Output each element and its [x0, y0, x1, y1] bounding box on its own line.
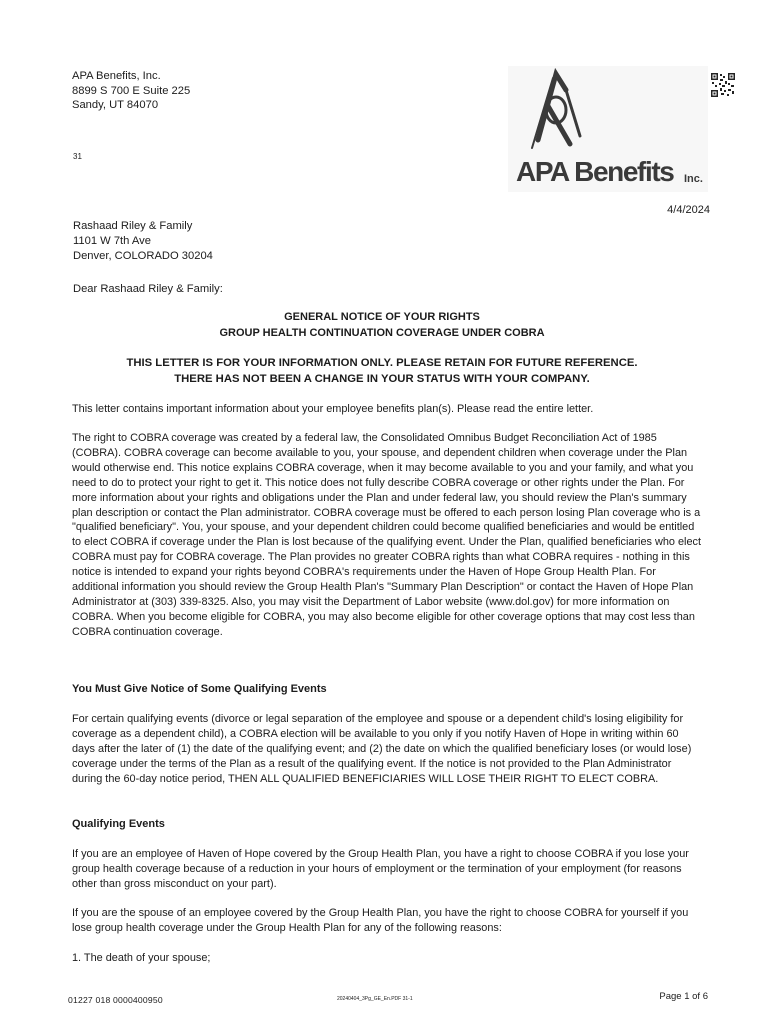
title-line-1: GENERAL NOTICE OF YOUR RIGHTS: [284, 311, 480, 323]
section-heading-qualifying-events: Qualifying Events: [72, 818, 165, 830]
logo-text: APA Benefits: [516, 156, 674, 187]
cobra-overview-paragraph: The right to COBRA coverage was created by a federal law, the Consolidated Omnibus Budget Reconciliation Act of 1985 (COBRA). COBRA coverage can become available to you, your spouse, and dependent children when coverage under the Plan would otherwise end. This notice explains COBRA coverage, when it may become available to you and your family, and what you need to do to protect your right to get it. This notice does not fully describe COBRA coverage or other rights under the Plan. For more information about your rights and obligations under the Plan and under federal law, you should review the Plan's summary plan description or contact the Plan administrator. COBRA coverage must be offered to each person losing Plan coverage who is a "qualified beneficiary". You, your spouse, and your dependent children could become qualified beneficiaries and would be entitled to elect COBRA if coverage under the Plan is lost because of the qualifying event. Under the Plan, qualified beneficiaries who elect COBRA must pay for COBRA coverage. The Plan provides no greater COBRA rights than what COBRA requires - nothing in this notice is intended to expand your rights beyond COBRA's requirements under the Haven of Hope Group Health Plan. For additional information you should review the Group Health Plan's "Summary Plan Description" or contact the Haven of Hope Plan Administrator at (303) 339-8325. Also, you may visit the Department of Labor website (www.dol.gov) for more information on COBRA. When you become eligible for COBRA, you may also become eligible for other coverage options that may cost less than COBRA continuation coverage.: [72, 432, 702, 638]
letter-date: 4/4/2024: [667, 204, 710, 216]
notice-line-2: THERE HAS NOT BEEN A CHANGE IN YOUR STATUS WITH YOUR COMPANY.: [174, 373, 590, 385]
notice-line-1: THIS LETTER IS FOR YOUR INFORMATION ONLY. PLEASE RETAIN FOR FUTURE REFERENCE.: [126, 357, 638, 369]
sender-company: APA Benefits, Inc.: [72, 70, 161, 82]
notice-requirement-paragraph: For certain qualifying events (divorce or legal separation of the employee and spouse or a dependent child's losing eligibility for coverage as a dependent child), a COBRA election will be available to you only if you notify Haven of Hope in writing within 60 days after the later of (1) the date of the qualifying event; and (2) the date on which the qualified beneficiary loses (or would lose) coverage under the terms of the Plan as a result of the qualifying event. If the notice is not provided to the Plan Administrator during the 60-day notice period, THEN ALL QUALIFIED BENEFICIARIES WILL LOSE THEIR RIGHT TO ELECT COBRA.: [72, 713, 692, 785]
logo-suffix: Inc.: [684, 173, 703, 185]
recipient-name: Rashaad Riley & Family: [73, 220, 193, 232]
section-heading-notice: You Must Give Notice of Some Qualifying Events: [72, 683, 327, 695]
recipient-address: [73, 219, 213, 264]
sender-city: Sandy, UT 84070: [72, 99, 159, 112]
qr-code-icon: [711, 73, 735, 97]
footer-file-reference: 20240404_3Pg_GE_En.PDF 31-1: [337, 996, 413, 1002]
spouse-rights-paragraph: If you are the spouse of an employee covered by the Group Health Plan, you have the right to choose COBRA for yourself if you lose group health coverage under the Group Health Plan for any of the following reasons:: [72, 907, 689, 934]
employee-rights-paragraph: If you are an employee of Haven of Hope covered by the Group Health Plan, you have a right to choose COBRA if you lose your group health coverage because of a reduction in your hours of employment or the termination of your employment (for reasons other than gross misconduct on your part).: [72, 848, 689, 890]
sequence-number: 31: [73, 152, 82, 161]
sender-street: 8899 S 700 E Suite 225: [72, 84, 191, 97]
title-line-2: GROUP HEALTH CONTINUATION COVERAGE UNDER COBRA: [219, 327, 545, 339]
recipient-street: 1101 W 7th Ave: [73, 235, 151, 247]
salutation: Dear Rashaad Riley & Family:: [73, 283, 223, 295]
recipient-city: Denver, COLORADO 30204: [73, 250, 213, 262]
list-item: 1. The death of your spouse;: [72, 952, 211, 964]
document-title: [72, 309, 692, 341]
intro-paragraph: This letter contains important information about your employee benefits plan(s). Please read the entire letter.: [72, 403, 594, 415]
retention-notice: [72, 355, 692, 387]
apa-benefits-logo: [508, 66, 708, 192]
sender-address: [72, 69, 190, 113]
footer-account-number: 01227 018 0000400950: [68, 995, 163, 1005]
page-number: Page 1 of 6: [659, 991, 708, 1002]
